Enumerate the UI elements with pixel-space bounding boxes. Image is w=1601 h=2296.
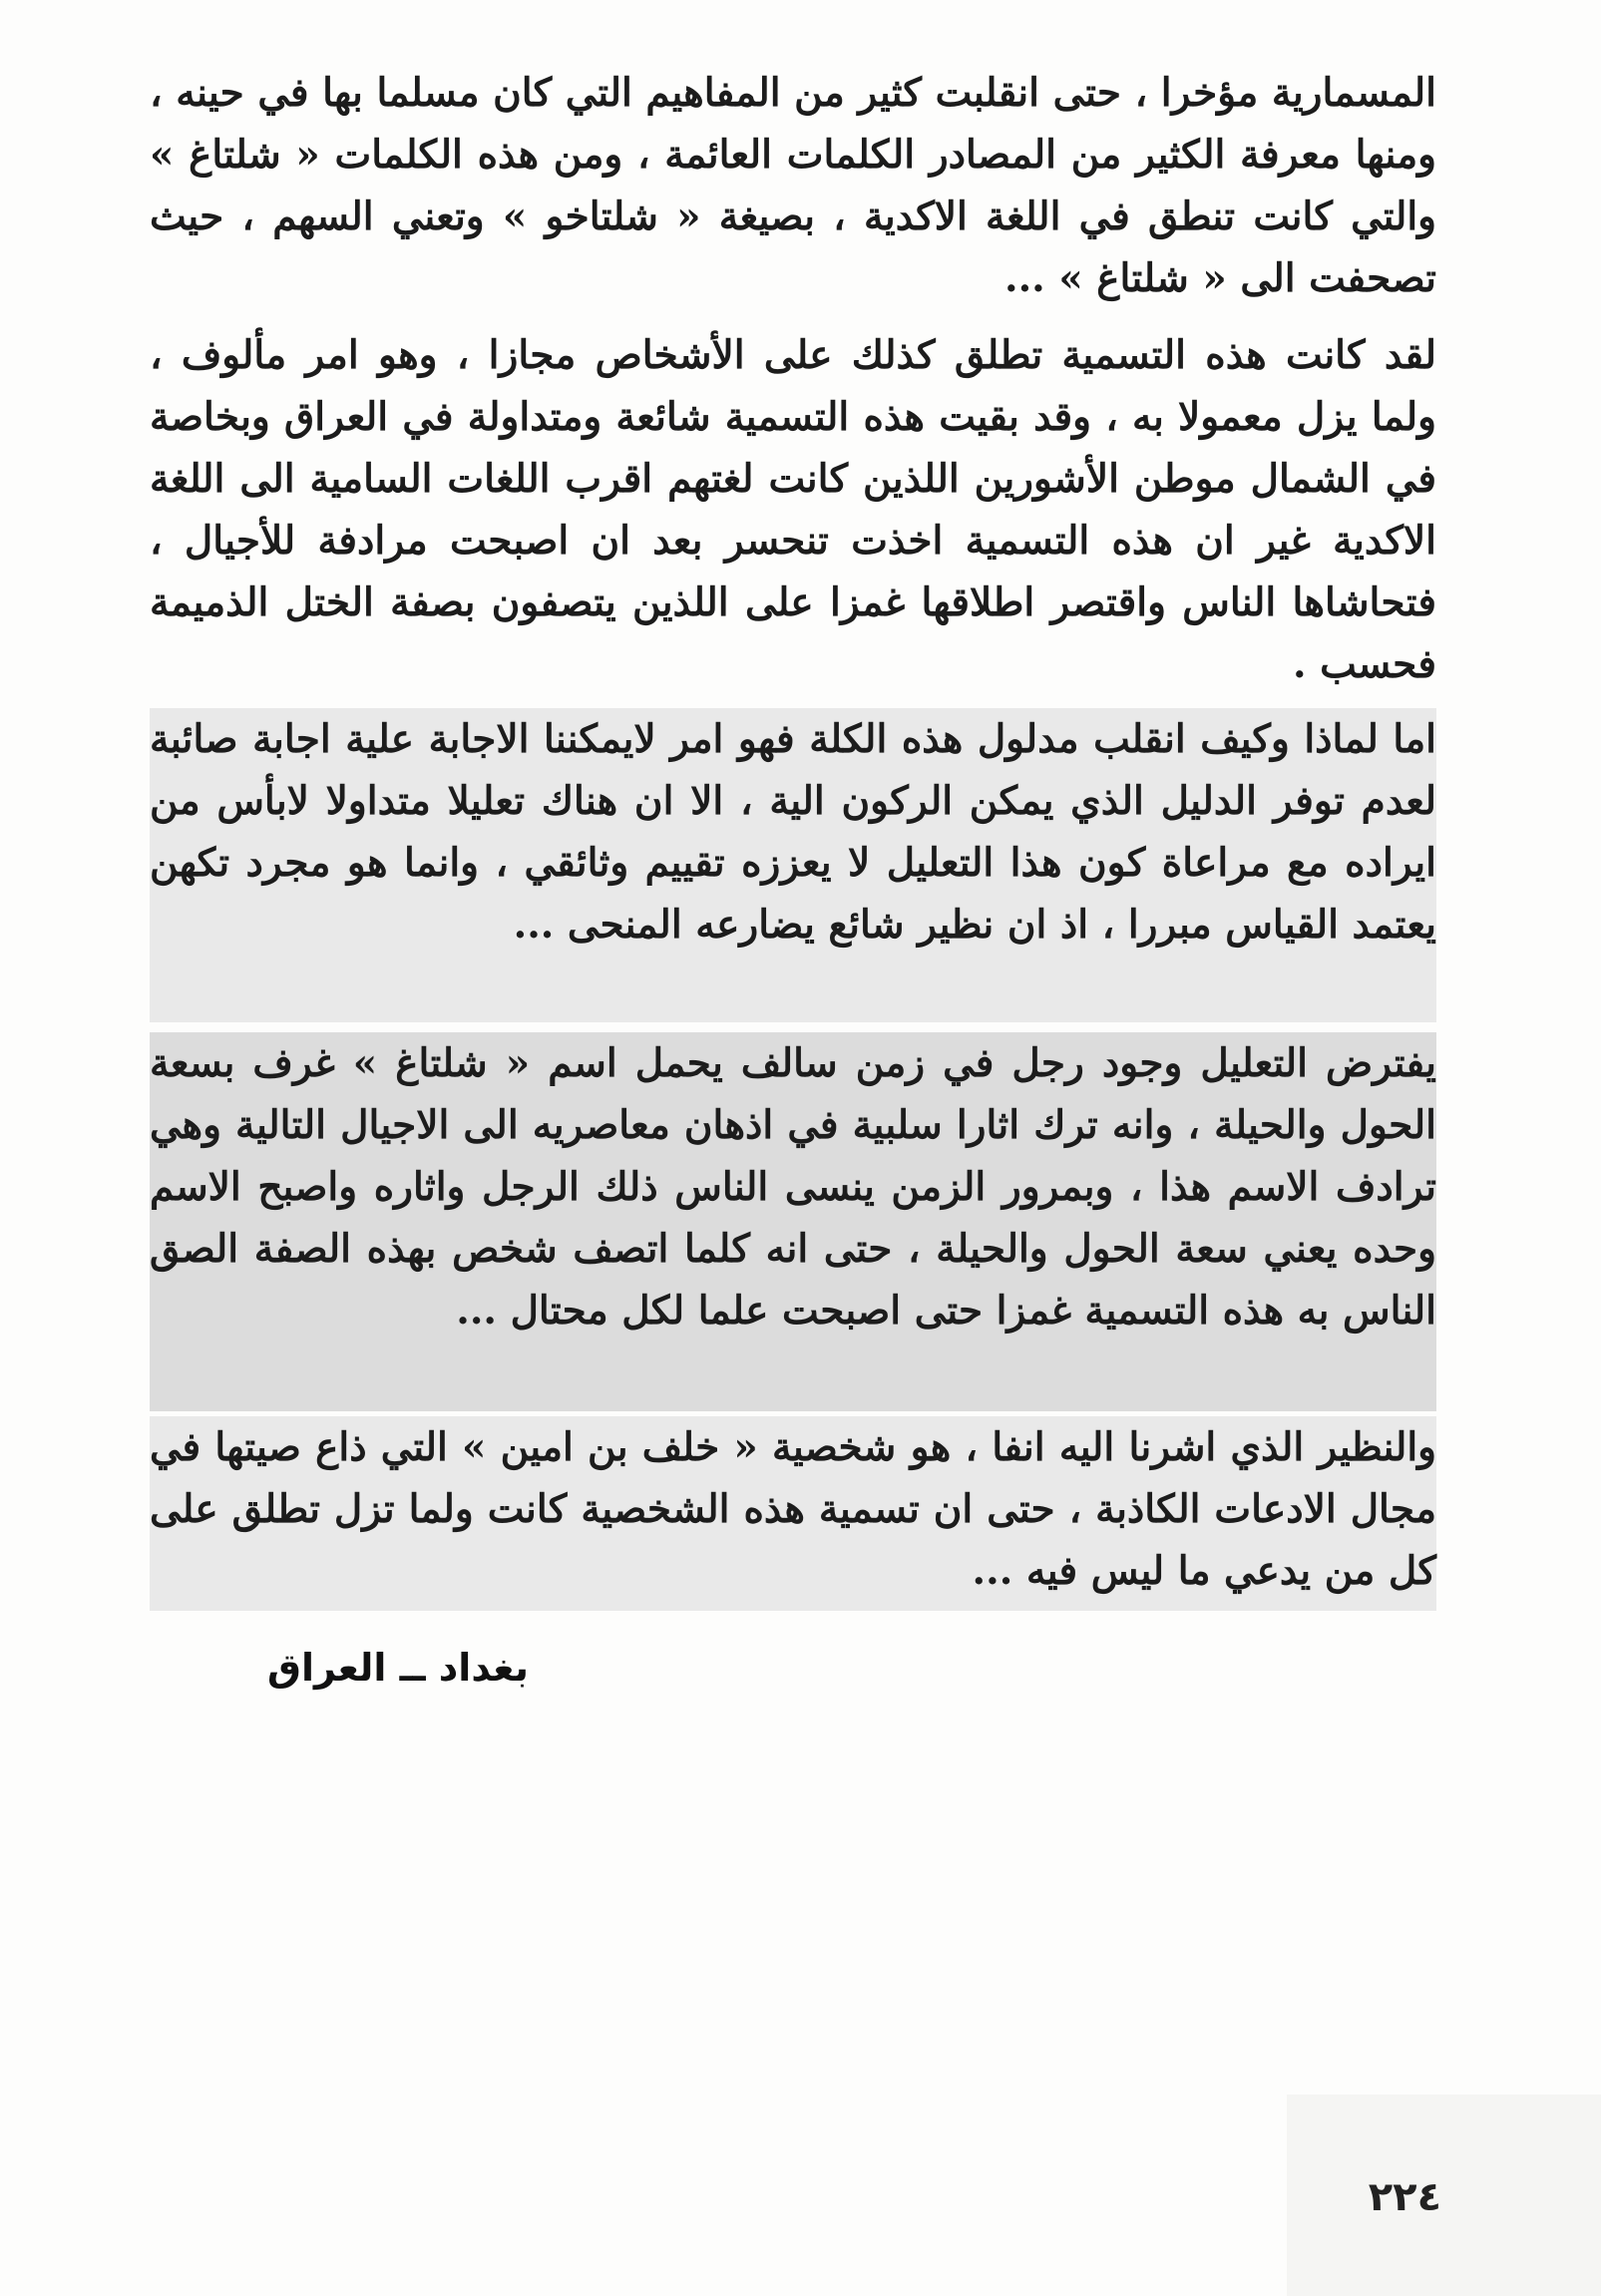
paragraph-5: والنظير الذي اشرنا اليه انفا ، هو شخصية « خلف بن امين » التي ذاع صيتها في مجال الادعات الكاذبة ، حتى ان تسمية هذه الشخصية كانت ولما تزل تطلق على كل من يدعي ما ليس فيه ... bbox=[150, 1416, 1436, 1611]
paragraph-2: لقد كانت هذه التسمية تطلق كذلك على الأشخاص مجازا ، وهو امر مألوف ، ولما يزل معمولا به ، وقد بقيت هذه التسمية شائعة ومتداولة في العراق وبخاصة في الشمال موطن الأشورين اللذين كانت لغتهم اقرب اللغات السامية الى اللغة الاكدية غير ان هذه التسمية اخذت تنحسر بعد ان اصبحت مرادفة للأجيال ، فتحاشاها الناس واقتصر اطلاقها غمزا على اللذين يتصفون بصفة الختل الذميمة فحسب . bbox=[150, 332, 1436, 687]
scan-shadow bbox=[1287, 2095, 1601, 2296]
paragraph-3: اما لماذا وكيف انقلب مدلول هذه الكلة فهو امر لايمكننا الاجابة علية اجابة صائبة لعدم توفر الدليل الذي يمكن الركون الية ، الا ان هناك تعليلا متداولا لابأس من ايراده مع مراعاة كون هذا التعليل لا يعززه تقييم وثائقي ، وانما هو مجرد تكهن يعتمد القياس مبررا ، اذ ان نظير شائع يضارعه المنحى ... bbox=[150, 708, 1436, 1022]
paragraph-4: يفترض التعليل وجود رجل في زمن سالف يحمل اسم « شلتاغ » غرف بسعة الحول والحيلة ، وانه ترك اثارا سلبية في اذهان معاصريه الى الاجيال التالية وهي ترادف الاسم هذا ، وبمرور الزمن ينسى الناس ذلك الرجل واثاره واصبح الاسم وحده يعني سعة الحول والحيلة ، حتى انه كلما اتصف شخص بهذه الصفة الصق الناس به هذه التسمية غمزا حتى اصبحت علما لكل محتال ... bbox=[150, 1032, 1436, 1411]
place-signature: بغداد ــ العراق bbox=[266, 1646, 529, 1690]
page-number: ٢٢٤ bbox=[1368, 2174, 1441, 2220]
paragraph-1: المسمارية مؤخرا ، حتى انقلبت كثير من المفاهيم التي كان مسلما بها في حينه ، ومنها معرفة الكثير من المصادر الكلمات العائمة ، ومن هذه الكلمات « شلتاغ » والتي كانت تنطق في اللغة الاكدية ، بصيغة « شلتاخو » وتعني السهم ، حيث تصحفت الى « شلتاغ » ... bbox=[150, 70, 1436, 301]
